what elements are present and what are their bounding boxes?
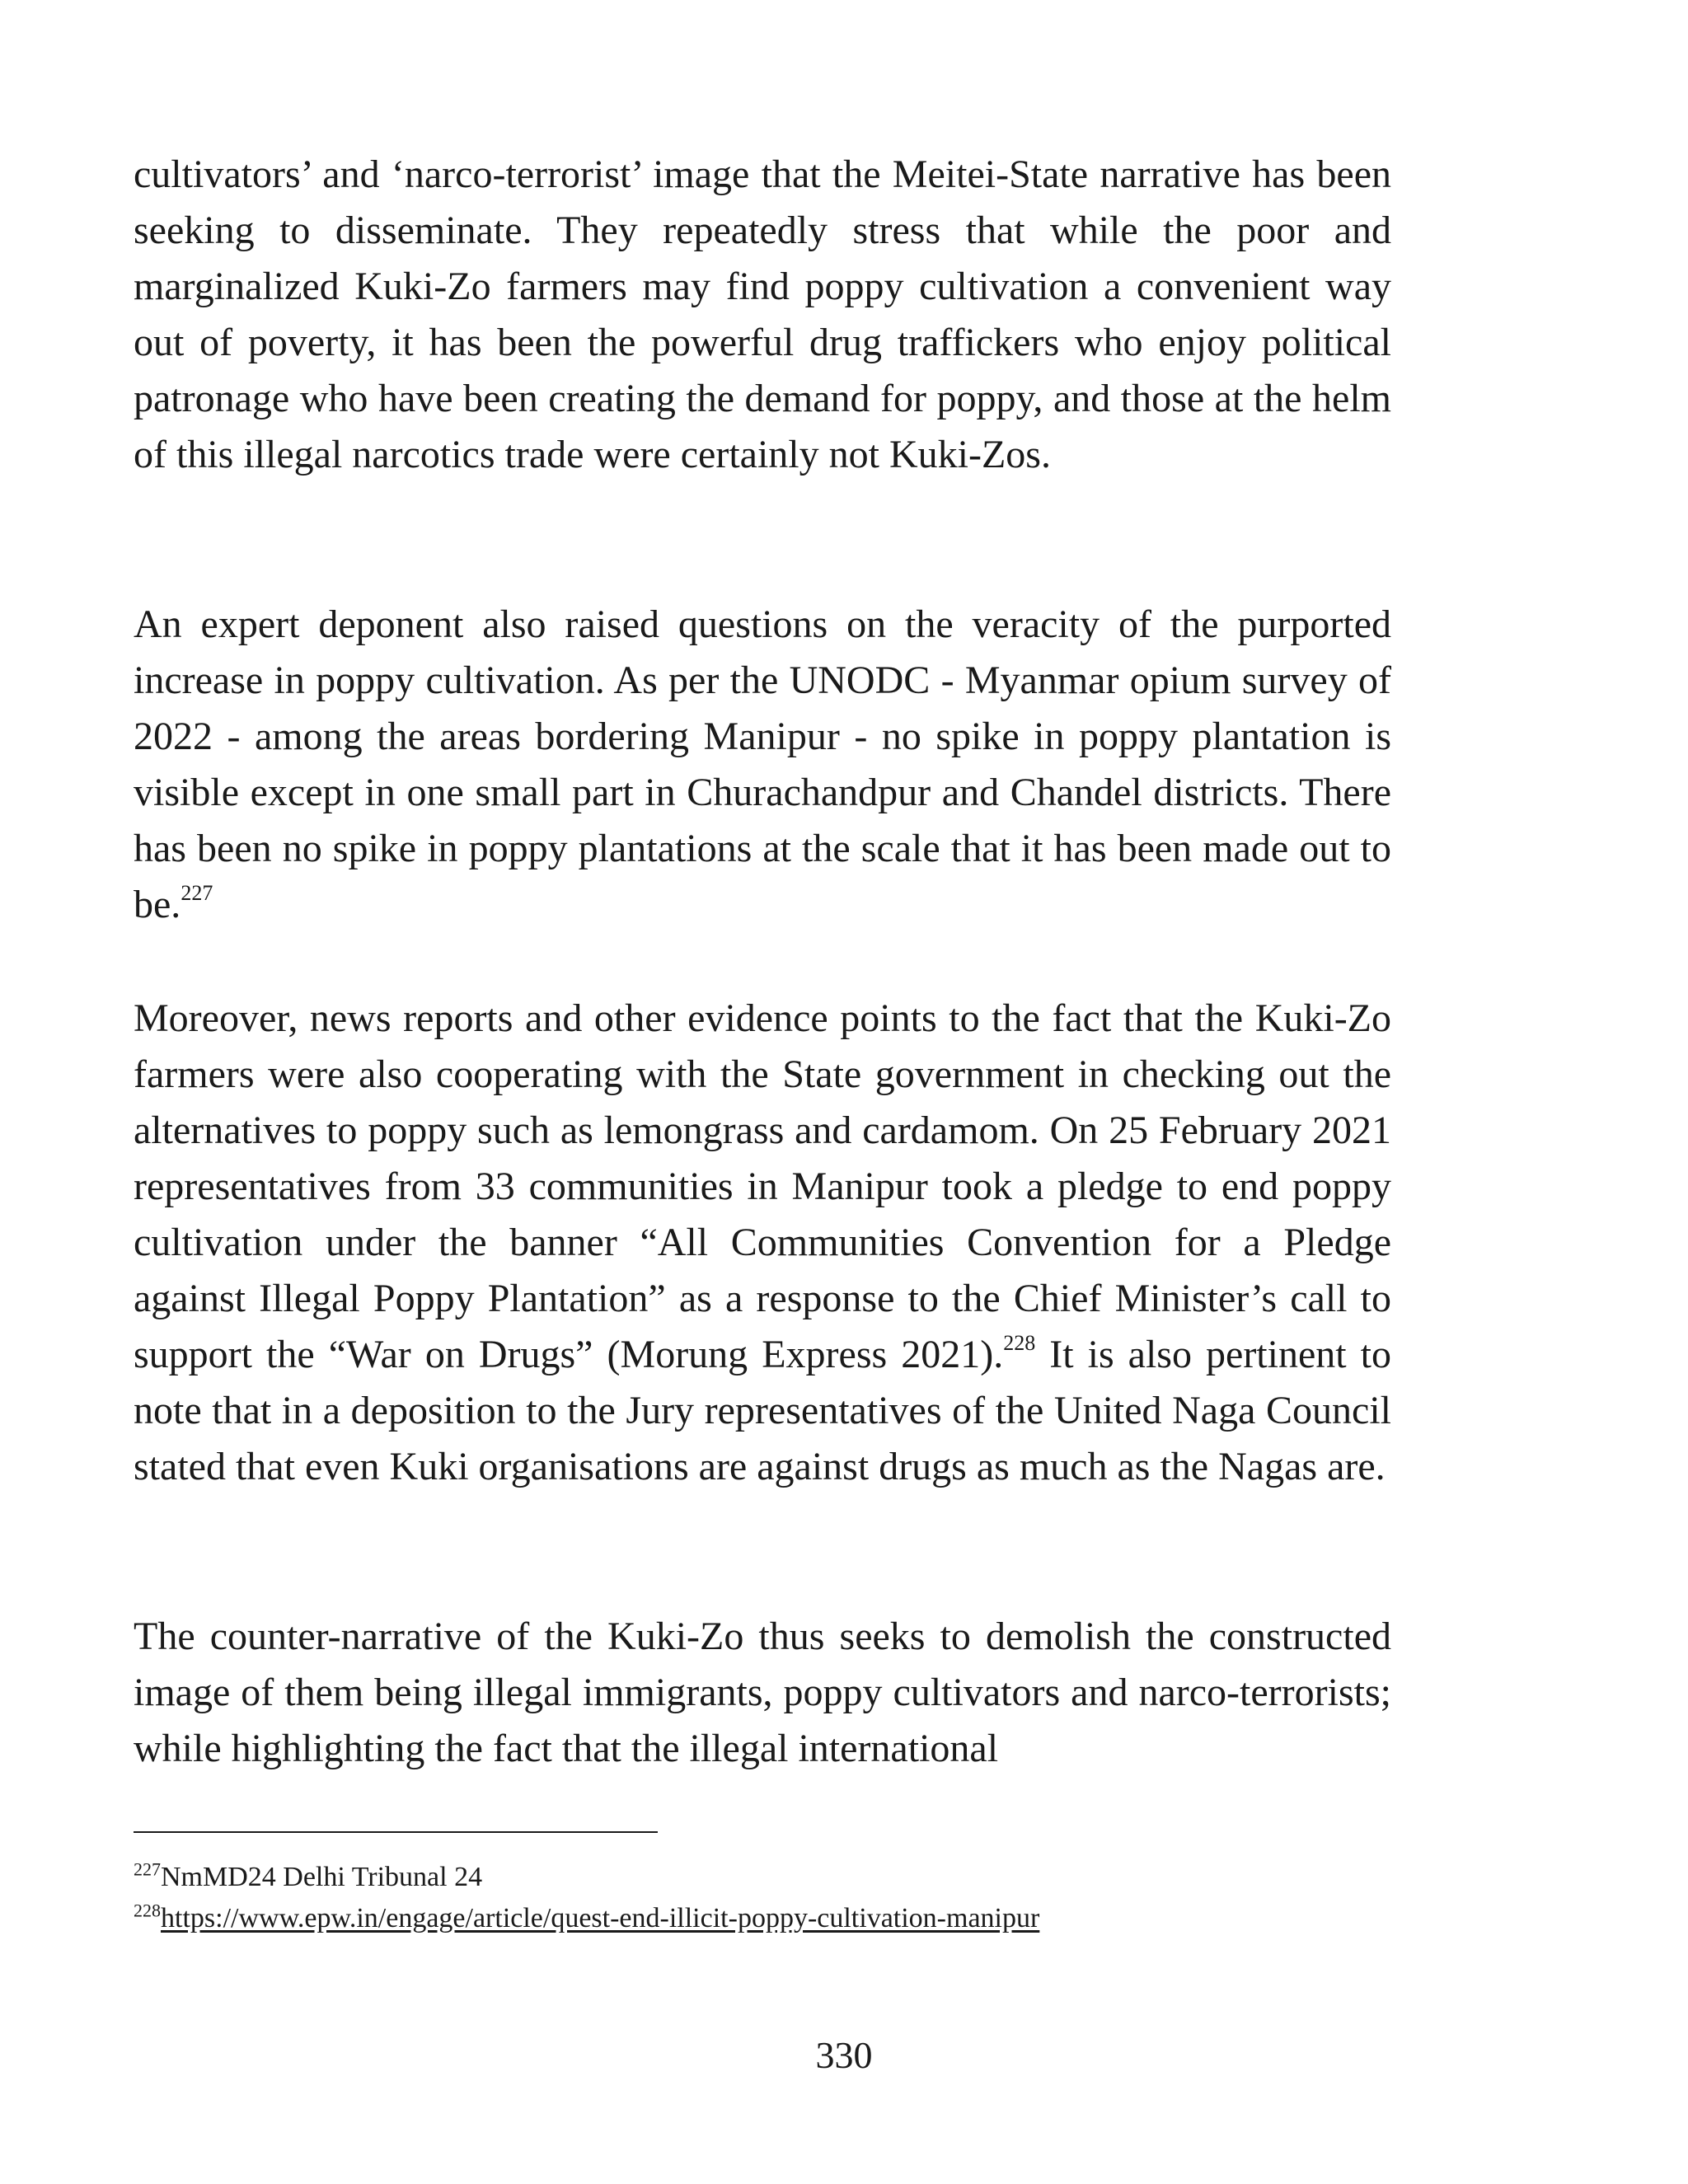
paragraph-2-text: An expert deponent also raised questions on the veracity of the purported increase in poppy cultivation. As per the UNODC - Myanmar opium survey of 2022 - among the areas bordering Manipur - no spike in poppy plantation is visible except in one small part in Churachandpur and Chandel districts. There has been no spike in poppy plantations at the scale that it has been made out to be. (134, 602, 1391, 926)
footnote-number: 227 (134, 1858, 161, 1880)
paragraph-3-text-before: Moreover, news reports and other evidence points to the fact that the Kuki-Zo farmers were also cooperating with the State government in checking out the alternatives to poppy such as lemongrass and cardamom. On 25 February 2021 representatives from 33 communities in Manipur took a pledge to end poppy cultivation under the banner “All Communities Convention for a Pledge against Illegal Poppy Plantation” as a response to the Chief Minister’s call to support the “War on Drugs” (Morung Express 2021). (134, 996, 1391, 1376)
footnote-228 (134, 1900, 1391, 1937)
body-paragraph-1: cultivators’ and ‘narco-terrorist’ image that the Meitei-State narrative has been seeking to disseminate. They repeatedly stress that while the poor and marginalized Kuki-Zo farmers may find poppy cultivation a convenient way out of poverty, it has been the powerful drug traffickers who enjoy political patronage who have been creating the demand for poppy, and those at the helm of this illegal narcotics trade were certainly not Kuki-Zos. (134, 152, 1391, 476)
footnote-ref-227[interactable]: 227 (181, 881, 213, 905)
footnote-link[interactable]: https://www.epw.in/engage/article/quest-end-illicit-poppy-cultivation-manipur (161, 1903, 1040, 1933)
paragraph-3-text-after: It is also pertinent to note that in a deposition to the Jury representatives of the United Naga Council stated that even Kuki organisations are against drugs as much as the Nagas are. (134, 1333, 1391, 1488)
footnote-number: 228 (134, 1900, 161, 1921)
body-paragraph-3 (134, 991, 1391, 1495)
footnote-divider (134, 1831, 658, 1833)
footnote-text: NmMD24 Delhi Tribunal 24 (161, 1862, 483, 1892)
footnote-227 (134, 1859, 1391, 1896)
body-paragraph-2 (134, 597, 1391, 933)
footnote-ref-228[interactable]: 228 (1003, 1331, 1036, 1355)
page-number: 330 (815, 2034, 873, 2076)
body-paragraph-4: The counter-narrative of the Kuki-Zo thus seeks to demolish the constructed image of them being illegal immigrants, poppy cultivators and narco-terrorists; while highlighting the fact that the illegal international (134, 1615, 1391, 1770)
